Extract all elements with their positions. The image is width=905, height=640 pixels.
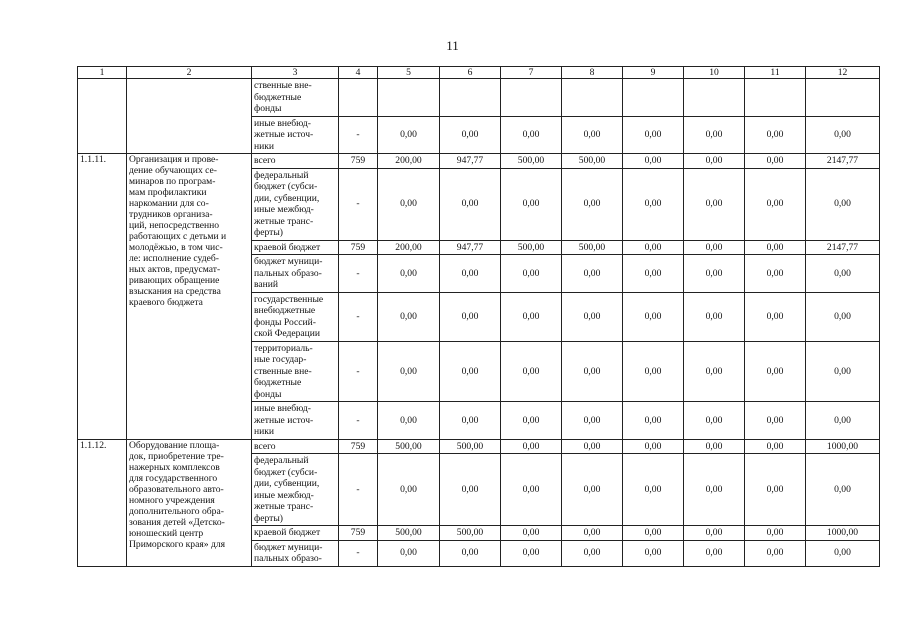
amount-cell: 0,00 bbox=[684, 292, 745, 341]
column-header: 2 bbox=[127, 67, 252, 79]
amount-cell: 0,00 bbox=[745, 240, 806, 255]
table-row bbox=[78, 79, 880, 117]
amount-cell: 2147,77 bbox=[806, 240, 880, 255]
amount-cell: 0,00 bbox=[745, 116, 806, 154]
amount-cell: 0,00 bbox=[378, 454, 440, 526]
amount-cell: 500,00 bbox=[501, 154, 562, 169]
amount-cell: 0,00 bbox=[501, 255, 562, 293]
amount-cell: 0,00 bbox=[745, 454, 806, 526]
amount-cell: 0,00 bbox=[501, 402, 562, 440]
item-number: 1.1.11. bbox=[78, 154, 127, 440]
amount-cell: 0,00 bbox=[562, 116, 623, 154]
funding-source: иные внебюд- жетные источ- ники bbox=[252, 116, 339, 154]
amount-cell: 0,00 bbox=[684, 240, 745, 255]
amount-cell: 0,00 bbox=[684, 402, 745, 440]
amount-cell: 0,00 bbox=[378, 168, 440, 240]
funding-source: федеральный бюджет (субси- дии, субвенции, иные межбюд- жетные транс- ферты) bbox=[252, 168, 339, 240]
item-number: 1.1.12. bbox=[78, 439, 127, 566]
amount-cell: 0,00 bbox=[501, 116, 562, 154]
amount-cell: 500,00 bbox=[440, 439, 501, 454]
agency-code: - bbox=[339, 402, 378, 440]
amount-cell: 0,00 bbox=[745, 526, 806, 541]
amount-cell: 0,00 bbox=[501, 540, 562, 566]
amount-cell: 0,00 bbox=[378, 540, 440, 566]
amount-cell: 0,00 bbox=[378, 341, 440, 402]
amount-cell: 500,00 bbox=[501, 240, 562, 255]
agency-code: - bbox=[339, 255, 378, 293]
amount-cell: 0,00 bbox=[684, 116, 745, 154]
agency-code: - bbox=[339, 292, 378, 341]
amount-cell: 0,00 bbox=[562, 341, 623, 402]
amount-cell: 0,00 bbox=[745, 154, 806, 169]
amount-cell: 0,00 bbox=[501, 168, 562, 240]
amount-cell: 0,00 bbox=[806, 402, 880, 440]
amount-cell bbox=[684, 79, 745, 117]
amount-cell: 0,00 bbox=[378, 255, 440, 293]
funding-source: иные внебюд- жетные источ- ники bbox=[252, 402, 339, 440]
amount-cell: 0,00 bbox=[806, 454, 880, 526]
amount-cell: 0,00 bbox=[378, 402, 440, 440]
agency-code: 759 bbox=[339, 526, 378, 541]
amount-cell: 0,00 bbox=[378, 116, 440, 154]
amount-cell: 0,00 bbox=[745, 168, 806, 240]
amount-cell: 0,00 bbox=[684, 526, 745, 541]
amount-cell: 0,00 bbox=[745, 292, 806, 341]
column-header: 3 bbox=[252, 67, 339, 79]
amount-cell: 0,00 bbox=[806, 116, 880, 154]
amount-cell: 0,00 bbox=[745, 402, 806, 440]
funding-source: всего bbox=[252, 439, 339, 454]
amount-cell: 0,00 bbox=[745, 439, 806, 454]
funding-source: всего bbox=[252, 154, 339, 169]
amount-cell: 0,00 bbox=[684, 439, 745, 454]
funding-source: краевой бюджет bbox=[252, 526, 339, 541]
amount-cell: 0,00 bbox=[684, 255, 745, 293]
item-description: Оборудование площа- док, приобретение тре- нажерных комплексов для государственного образовательного авто- номного учреждения дополнительного обра- зования детей «Детско- юношеский центр Приморского края» для bbox=[127, 439, 252, 566]
amount-cell: 0,00 bbox=[562, 168, 623, 240]
amount-cell: 0,00 bbox=[440, 255, 501, 293]
column-header: 7 bbox=[501, 67, 562, 79]
amount-cell: 0,00 bbox=[684, 168, 745, 240]
amount-cell: 0,00 bbox=[562, 526, 623, 541]
amount-cell: 0,00 bbox=[684, 540, 745, 566]
amount-cell: 0,00 bbox=[562, 255, 623, 293]
amount-cell: 0,00 bbox=[440, 292, 501, 341]
amount-cell bbox=[745, 79, 806, 117]
amount-cell bbox=[806, 79, 880, 117]
amount-cell: 0,00 bbox=[623, 240, 684, 255]
amount-cell: 0,00 bbox=[623, 540, 684, 566]
amount-cell: 0,00 bbox=[684, 341, 745, 402]
amount-cell: 0,00 bbox=[623, 454, 684, 526]
amount-cell: 0,00 bbox=[623, 255, 684, 293]
page-number: 11 bbox=[446, 38, 459, 53]
agency-code: - bbox=[339, 540, 378, 566]
amount-cell: 0,00 bbox=[623, 154, 684, 169]
amount-cell bbox=[623, 79, 684, 117]
amount-cell: 0,00 bbox=[501, 526, 562, 541]
funding-source: федеральный бюджет (субси- дии, субвенции, иные межбюд- жетные транс- ферты) bbox=[252, 454, 339, 526]
funding-source: бюджет муници- пальных образо- bbox=[252, 540, 339, 566]
amount-cell: 0,00 bbox=[440, 116, 501, 154]
amount-cell: 0,00 bbox=[378, 292, 440, 341]
item-number bbox=[78, 79, 127, 154]
funding-source: краевой бюджет bbox=[252, 240, 339, 255]
amount-cell bbox=[440, 79, 501, 117]
table-header-row bbox=[78, 67, 880, 79]
funding-source: территориаль- ные государ- ственные вне- бюджетные фонды bbox=[252, 341, 339, 402]
agency-code: - bbox=[339, 116, 378, 154]
amount-cell: 0,00 bbox=[806, 540, 880, 566]
amount-cell: 0,00 bbox=[440, 540, 501, 566]
amount-cell: 0,00 bbox=[684, 454, 745, 526]
amount-cell bbox=[501, 79, 562, 117]
column-header: 1 bbox=[78, 67, 127, 79]
amount-cell: 1000,00 bbox=[806, 526, 880, 541]
amount-cell: 0,00 bbox=[562, 292, 623, 341]
amount-cell: 0,00 bbox=[745, 540, 806, 566]
amount-cell: 0,00 bbox=[745, 341, 806, 402]
column-header: 9 bbox=[623, 67, 684, 79]
amount-cell: 947,77 bbox=[440, 154, 501, 169]
agency-code: 759 bbox=[339, 154, 378, 169]
column-header: 10 bbox=[684, 67, 745, 79]
amount-cell: 0,00 bbox=[501, 454, 562, 526]
amount-cell: 0,00 bbox=[623, 168, 684, 240]
amount-cell: 0,00 bbox=[562, 439, 623, 454]
amount-cell: 500,00 bbox=[440, 526, 501, 541]
agency-code: - bbox=[339, 168, 378, 240]
amount-cell: 500,00 bbox=[378, 526, 440, 541]
amount-cell: 500,00 bbox=[562, 154, 623, 169]
amount-cell: 0,00 bbox=[501, 439, 562, 454]
amount-cell: 0,00 bbox=[623, 439, 684, 454]
amount-cell: 0,00 bbox=[806, 168, 880, 240]
amount-cell: 0,00 bbox=[684, 154, 745, 169]
amount-cell: 0,00 bbox=[623, 402, 684, 440]
agency-code: - bbox=[339, 454, 378, 526]
amount-cell: 0,00 bbox=[806, 341, 880, 402]
amount-cell: 1000,00 bbox=[806, 439, 880, 454]
amount-cell: 0,00 bbox=[623, 292, 684, 341]
amount-cell: 0,00 bbox=[440, 341, 501, 402]
agency-code bbox=[339, 79, 378, 117]
column-header: 5 bbox=[378, 67, 440, 79]
funding-source: государственные внебюджетные фонды Россий- ской Федерации bbox=[252, 292, 339, 341]
amount-cell: 0,00 bbox=[745, 255, 806, 293]
column-header: 11 bbox=[745, 67, 806, 79]
item-description: Организация и прове- дение обучающих се- минаров по програм- мам профилактики наркомании для со- трудников организа- ций, непосредственно работающих с детьми и молодёжью, в том чис- ле: исполнение судеб- ных актов, предусмат- ривающих обращение взыскания на средства краевого бюджета bbox=[127, 154, 252, 440]
amount-cell: 200,00 bbox=[378, 240, 440, 255]
agency-code: 759 bbox=[339, 439, 378, 454]
amount-cell: 0,00 bbox=[562, 540, 623, 566]
item-description bbox=[127, 79, 252, 154]
amount-cell: 0,00 bbox=[440, 168, 501, 240]
funding-source: бюджет муници- пальных образо- ваний bbox=[252, 255, 339, 293]
table-row bbox=[78, 154, 880, 169]
amount-cell: 0,00 bbox=[501, 292, 562, 341]
amount-cell: 200,00 bbox=[378, 154, 440, 169]
amount-cell: 0,00 bbox=[501, 341, 562, 402]
amount-cell: 0,00 bbox=[623, 341, 684, 402]
amount-cell bbox=[562, 79, 623, 117]
amount-cell: 0,00 bbox=[562, 454, 623, 526]
amount-cell: 2147,77 bbox=[806, 154, 880, 169]
column-header: 12 bbox=[806, 67, 880, 79]
amount-cell: 0,00 bbox=[623, 526, 684, 541]
amount-cell: 0,00 bbox=[806, 292, 880, 341]
amount-cell: 0,00 bbox=[562, 402, 623, 440]
amount-cell: 0,00 bbox=[623, 116, 684, 154]
agency-code: 759 bbox=[339, 240, 378, 255]
amount-cell: 500,00 bbox=[378, 439, 440, 454]
amount-cell: 0,00 bbox=[806, 255, 880, 293]
table-row bbox=[78, 439, 880, 454]
agency-code: - bbox=[339, 341, 378, 402]
funding-source: ственные вне- бюджетные фонды bbox=[252, 79, 339, 117]
column-header: 6 bbox=[440, 67, 501, 79]
amount-cell: 0,00 bbox=[440, 402, 501, 440]
column-header: 4 bbox=[339, 67, 378, 79]
amount-cell bbox=[378, 79, 440, 117]
amount-cell: 0,00 bbox=[440, 454, 501, 526]
amount-cell: 947,77 bbox=[440, 240, 501, 255]
budget-table bbox=[77, 66, 880, 567]
column-header: 8 bbox=[562, 67, 623, 79]
amount-cell: 500,00 bbox=[562, 240, 623, 255]
